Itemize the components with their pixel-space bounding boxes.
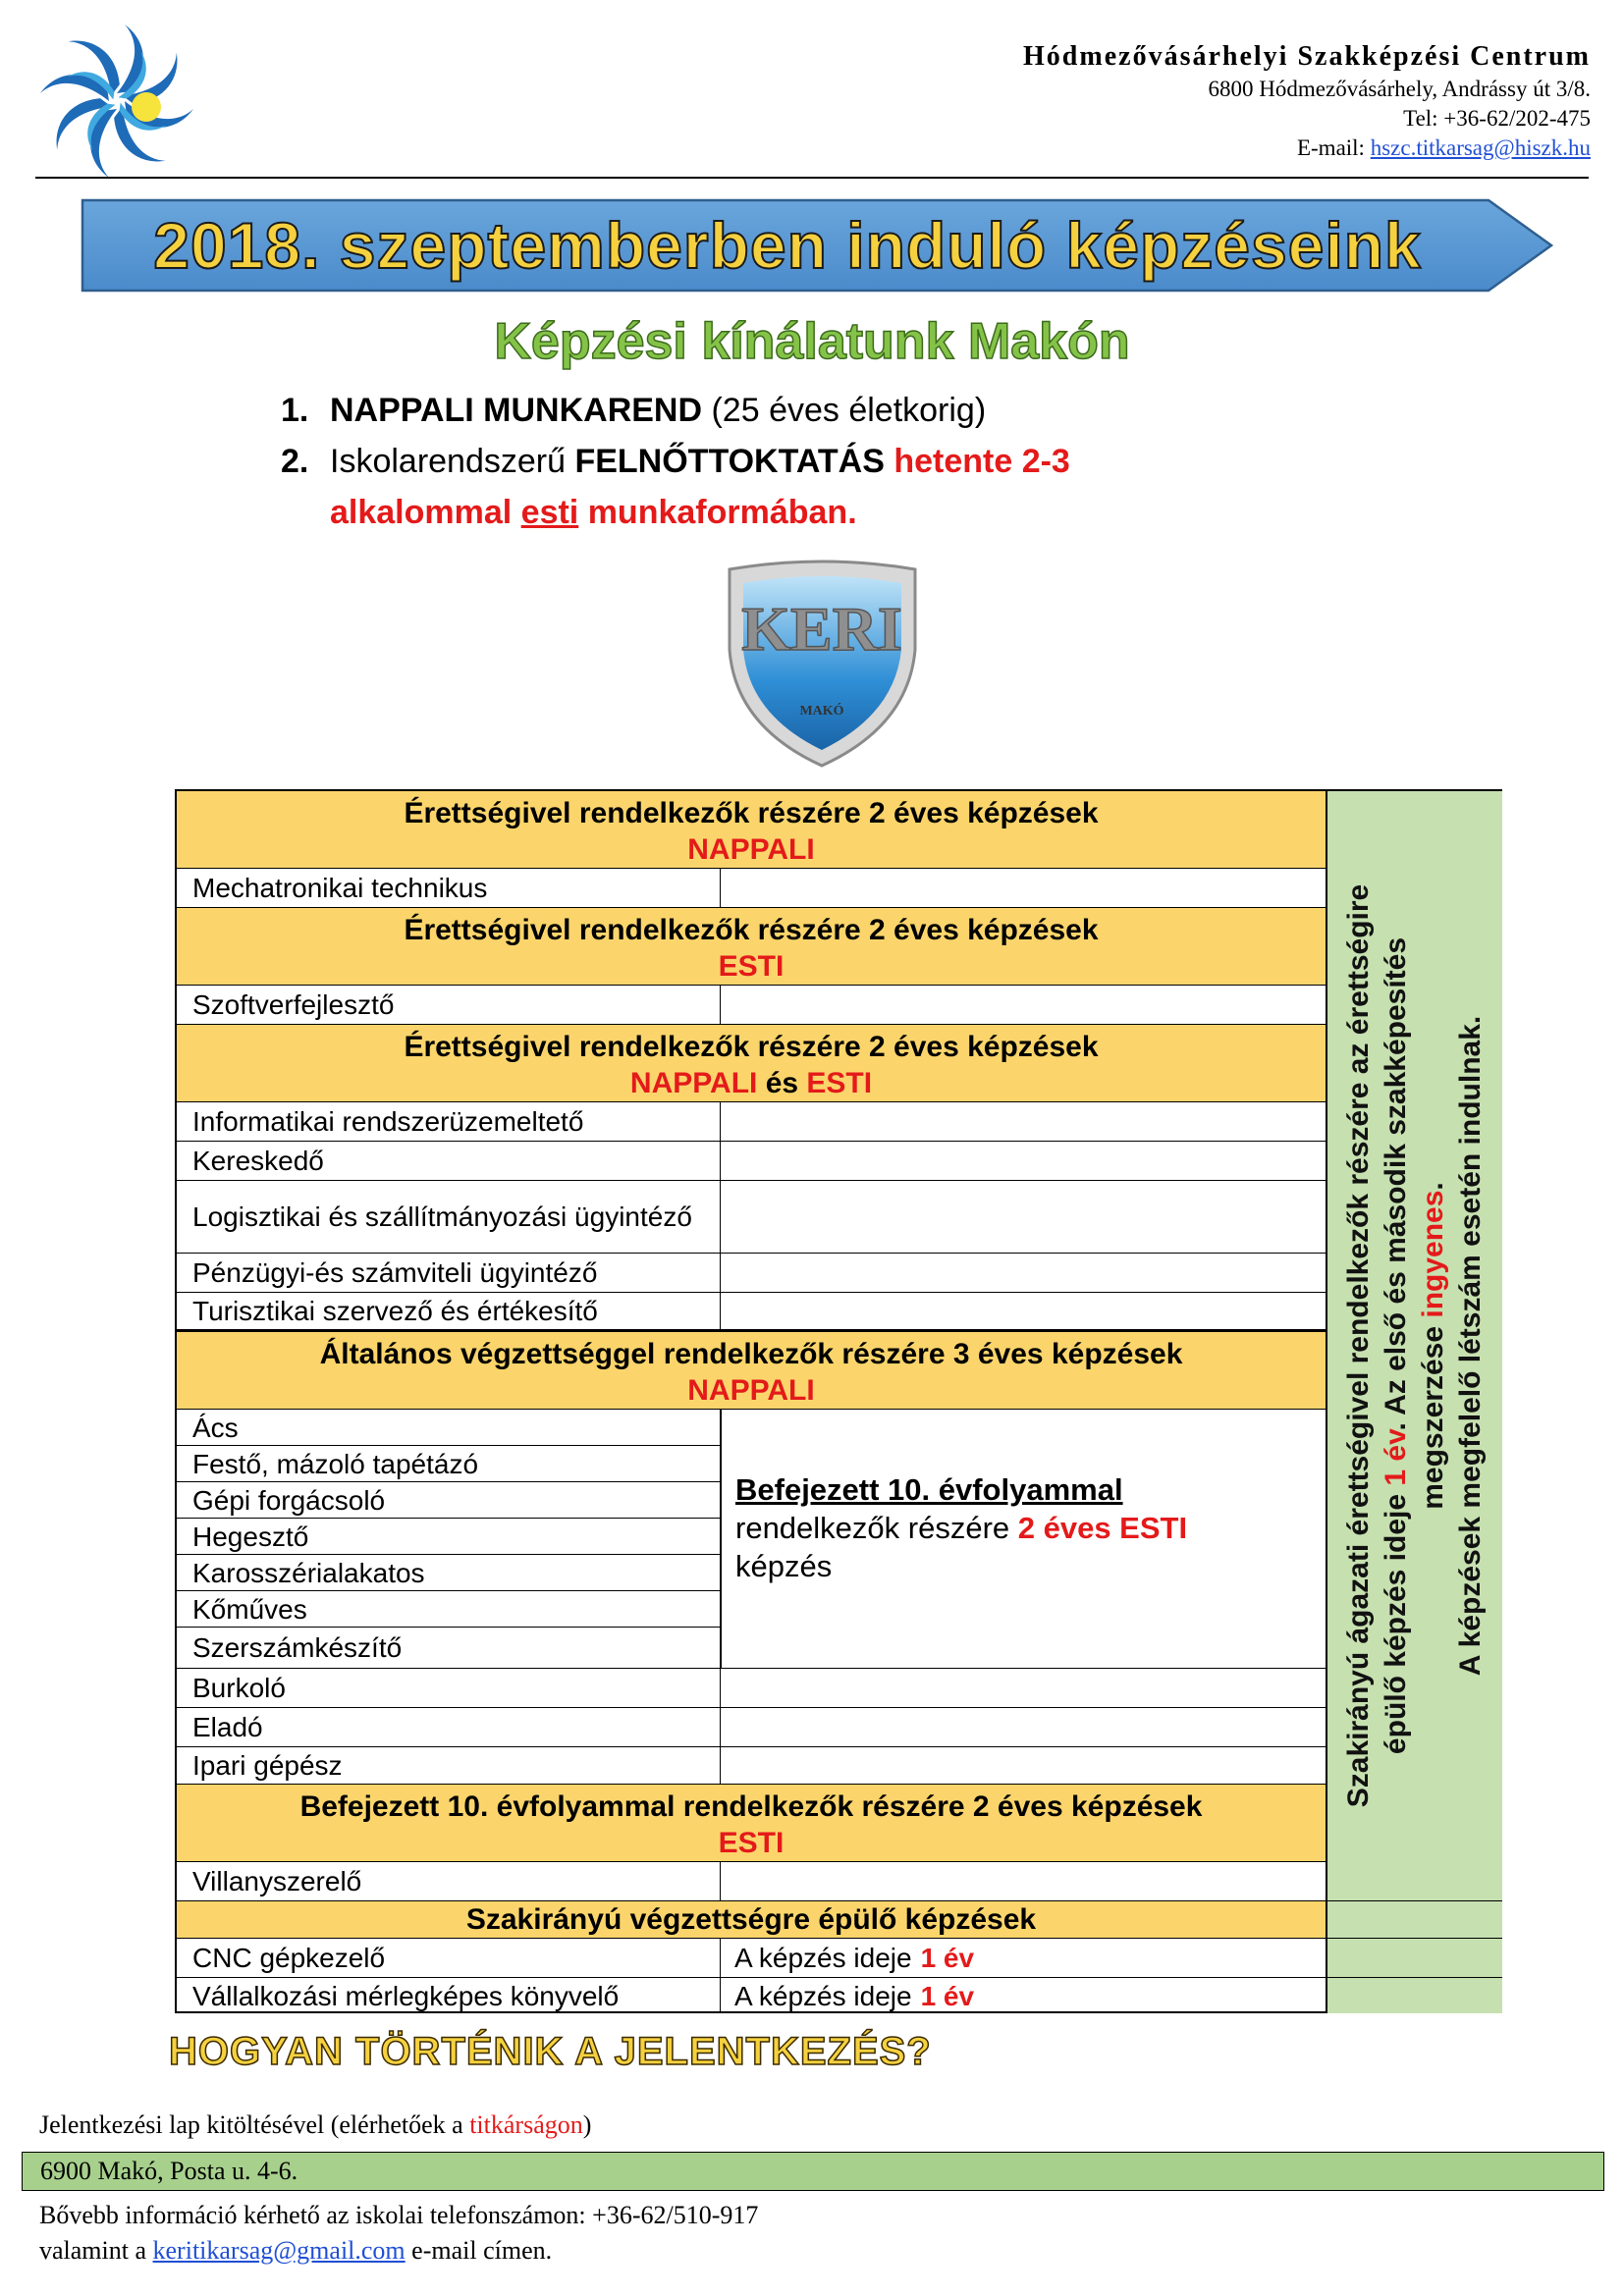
duration-label: A képzés ideje [734, 1943, 912, 1973]
duration-value: 1 év [920, 1943, 975, 1973]
intro-item-1-bold: NAPPALI MUNKAREND [330, 392, 703, 429]
section-mode: ESTI [718, 1827, 785, 1859]
side-cell [1326, 1939, 1502, 1978]
table-row [177, 1939, 1326, 1978]
course-name: Szoftverfejlesztő [177, 986, 721, 1024]
empty-cell [721, 1293, 1326, 1329]
side-line-2-red: 1 év [1380, 1430, 1412, 1486]
note-line-1: Befejezett 10. évfolyammal [735, 1472, 1123, 1507]
intro-item-1-rest: (25 éves életkorig) [702, 392, 987, 429]
section-title: Érettségivel rendelkezők részére 2 éves képzések [404, 797, 1099, 829]
side-cell [1326, 1978, 1502, 2013]
intro-item-2-cont-a: alkalommal [330, 494, 521, 531]
merged-note-cell [721, 1410, 1326, 1669]
empty-cell [721, 1708, 1326, 1746]
footer-line-3: Bővebb információ kérhető az iskolai telefonszámon: +36-62/510-917 [39, 2201, 759, 2229]
intro-item-2-cont-underlined: esti [520, 494, 579, 531]
school-crest-logo [722, 560, 923, 771]
footer-line-1 [39, 2110, 591, 2140]
duration-label: A képzés ideje [734, 1980, 912, 2011]
note-line-3: képzés [735, 1549, 833, 1583]
table-section-header [177, 1901, 1326, 1939]
course-name: Festő, mázoló tapétázó [177, 1446, 721, 1481]
intro-item-2-cont-b: munkaformában. [578, 494, 857, 531]
table-section-header [177, 1025, 1326, 1102]
crest-town: MAKÓ [799, 704, 844, 719]
course-name: Informatikai rendszerüzemeltető [177, 1102, 721, 1141]
empty-cell [721, 1862, 1326, 1900]
intro-item-2-bold: FELNŐTTOKTATÁS [574, 443, 885, 480]
intro-item-2 [281, 436, 1070, 487]
table-row [177, 1669, 1326, 1708]
table-row [177, 1181, 1326, 1254]
side-line-2-a: épülő képzés ideje [1380, 1485, 1412, 1755]
header-divider [35, 177, 1589, 179]
section-title: Szakirányú végzettségre épülő képzések [465, 1903, 1037, 1936]
course-name: Vállalkozási mérlegképes könyvelő [177, 1978, 721, 2013]
section-mode-b: ESTI [806, 1067, 873, 1099]
section-mode: NAPPALI [687, 833, 815, 866]
course-duration [721, 1978, 1326, 2013]
table-row [177, 1708, 1326, 1747]
footer-line-1-red: titkárságon [469, 2110, 583, 2139]
crest-letters: KERI [741, 594, 902, 664]
table-row [177, 1142, 1326, 1181]
course-name: Pénzügyi-és számviteli ügyintéző [177, 1254, 721, 1292]
side-line-1: Szakirányú ágazati érettségivel rendelkezők részére az érettségire [1342, 883, 1375, 1808]
footer-line-4-end: e-mail címen. [405, 2236, 553, 2265]
course-name: Burkoló [177, 1669, 721, 1707]
course-name: Logisztikai és szállítmányozási ügyintéző [177, 1181, 721, 1253]
how-to-apply-heading: HOGYAN TÖRTÉNIK A JELENTKEZÉS? [169, 2030, 932, 2073]
org-address: 6800 Hódmezővásárhely, Andrássy út 3/8. [1208, 77, 1591, 101]
table-row [177, 1102, 1326, 1142]
org-logo [37, 22, 196, 181]
intro-item-2-number: 2. [281, 443, 309, 480]
side-line-3-a: megszerzése [1417, 1317, 1449, 1510]
empty-cell [721, 1747, 1326, 1784]
course-name: Ács [177, 1410, 721, 1445]
org-contact-block [1023, 39, 1591, 163]
table-row [177, 1978, 1326, 2013]
section-mode-a: NAPPALI [629, 1067, 758, 1099]
course-name: Hegesztő [177, 1519, 721, 1554]
note-line-2: rendelkezők részére [735, 1511, 1018, 1545]
intro-item-2-text: Iskolarendszerű [330, 443, 575, 480]
course-name: Eladó [177, 1708, 721, 1746]
side-info-column [1326, 791, 1502, 1901]
empty-cell [721, 1102, 1326, 1141]
empty-cell [721, 1142, 1326, 1180]
table-row [177, 986, 1326, 1025]
course-name: Mechatronikai technikus [177, 869, 721, 907]
course-name: Villanyszerelő [177, 1862, 721, 1900]
empty-cell [721, 869, 1326, 907]
empty-cell [721, 986, 1326, 1024]
side-line-3-red: ingyenes [1417, 1190, 1449, 1318]
note-line-2-red: 2 éves ESTI [1017, 1511, 1188, 1545]
course-name: Kőműves [177, 1591, 721, 1627]
section-mode-mid: és [757, 1067, 807, 1099]
side-line-2-b: . Az első és második szakképesítés [1380, 936, 1412, 1431]
table-row [177, 1747, 1326, 1785]
section-title: Általános végzettséggel rendelkezők részére 3 éves képzések [319, 1338, 1183, 1370]
footer-line-1-text: Jelentkezési lap kitöltésével (elérhetőek a [39, 2110, 470, 2139]
intro-list [281, 385, 1070, 538]
side-cell [1326, 1901, 1502, 1939]
side-info-text [1340, 816, 1489, 1876]
course-name: Karosszérialakatos [177, 1555, 721, 1590]
org-email-label: E-mail: [1296, 135, 1371, 160]
org-email-line [1023, 133, 1591, 163]
footer-address-bar: 6900 Makó, Posta u. 4-6. [22, 2152, 1604, 2191]
org-phone: Tel: +36-62/202-475 [1403, 106, 1591, 131]
empty-cell [721, 1181, 1326, 1253]
courses-table [175, 789, 1502, 2013]
table-row [177, 1254, 1326, 1293]
section-title: Érettségivel rendelkezők részére 2 éves képzések [404, 914, 1099, 946]
side-line-4: A képzések megfelelő létszám esetén indulnak. [1454, 1015, 1487, 1677]
course-name: Szerszámkészítő [177, 1628, 721, 1668]
footer-line-1-end: ) [582, 2110, 592, 2139]
side-line-3-b: . [1417, 1182, 1449, 1191]
section-mode: NAPPALI [687, 1374, 815, 1407]
intro-item-1 [281, 385, 1070, 436]
footer-line-4 [39, 2236, 552, 2266]
course-duration [721, 1939, 1326, 1977]
empty-cell [721, 1254, 1326, 1292]
org-name: Hódmezővásárhelyi Szakképzési Centrum [1023, 41, 1591, 72]
table-row [177, 869, 1326, 908]
table-section-header [177, 1785, 1326, 1862]
course-name: CNC gépkezelő [177, 1939, 721, 1977]
footer-line-4-text: valamint a [39, 2236, 153, 2265]
org-email-link[interactable]: hszc.titkarsag@hiszk.hu [1370, 135, 1591, 160]
intro-item-2-red: hetente 2-3 [884, 443, 1070, 480]
intro-item-2-cont [281, 487, 1070, 538]
footer-email-link[interactable]: keritikarsag@gmail.com [152, 2236, 406, 2265]
table-section-header [177, 791, 1326, 869]
section-mode: ESTI [718, 950, 785, 983]
intro-item-1-number: 1. [281, 392, 309, 429]
section-title: Érettségivel rendelkezők részére 2 éves képzések [404, 1031, 1099, 1063]
course-name: Turisztikai szervező és értékesítő [177, 1293, 721, 1329]
course-name: Gépi forgácsoló [177, 1482, 721, 1518]
table-section-header [177, 1332, 1326, 1410]
title-banner [81, 198, 1555, 293]
section-title: Befejezett 10. évfolyammal rendelkezők részére 2 éves képzések [299, 1790, 1203, 1823]
banner-title: 2018. szeptemberben induló képzéseink [153, 209, 1422, 282]
table-row [177, 1293, 1326, 1332]
course-name: Ipari gépész [177, 1747, 721, 1784]
page-subtitle: Képzési kínálatunk Makón [494, 313, 1130, 370]
duration-value: 1 év [920, 1980, 975, 2011]
empty-cell [721, 1669, 1326, 1707]
course-name: Kereskedő [177, 1142, 721, 1180]
table-row [177, 1862, 1326, 1901]
table-section-header [177, 908, 1326, 986]
